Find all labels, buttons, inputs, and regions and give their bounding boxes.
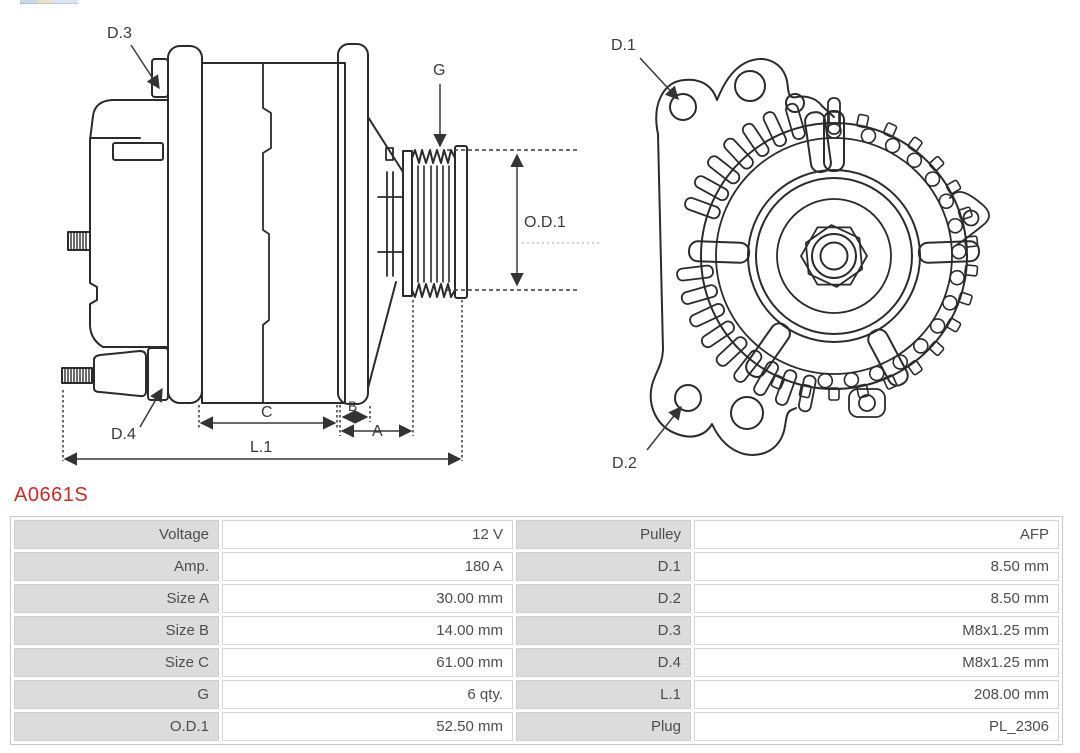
spec-value: 61.00 mm xyxy=(222,648,513,677)
label-c: C xyxy=(261,404,273,421)
spec-label: D.1 xyxy=(516,552,691,581)
spec-value: 52.50 mm xyxy=(222,712,513,741)
spec-label: Size A xyxy=(14,584,219,613)
label-d2: D.2 xyxy=(612,455,637,472)
label-a: A xyxy=(372,423,383,440)
spec-label: Size C xyxy=(14,648,219,677)
spec-value: 14.00 mm xyxy=(222,616,513,645)
spec-value: AFP xyxy=(694,520,1059,549)
spec-label: D.4 xyxy=(516,648,691,677)
spec-label: Voltage xyxy=(14,520,219,549)
spec-label: D.2 xyxy=(516,584,691,613)
label-od1: O.D.1 xyxy=(524,214,566,231)
spec-value: PL_2306 xyxy=(694,712,1059,741)
spec-label: L.1 xyxy=(516,680,691,709)
label-d3: D.3 xyxy=(107,25,132,42)
label-d4: D.4 xyxy=(111,426,136,443)
spec-label: Amp. xyxy=(14,552,219,581)
spec-label: Plug xyxy=(516,712,691,741)
spec-table xyxy=(10,516,1063,745)
spec-label: O.D.1 xyxy=(14,712,219,741)
spec-label: Pulley xyxy=(516,520,691,549)
spec-value: 6 qty. xyxy=(222,680,513,709)
label-g: G xyxy=(433,62,446,79)
spec-value: 180 A xyxy=(222,552,513,581)
spec-value: 208.00 mm xyxy=(694,680,1059,709)
spec-value: 12 V xyxy=(222,520,513,549)
side-view-drawing xyxy=(62,44,467,404)
label-b: B xyxy=(348,398,358,414)
side-view-dimensions xyxy=(63,45,600,461)
part-number: A0661S xyxy=(14,484,89,506)
spec-value: M8x1.25 mm xyxy=(694,616,1059,645)
label-d1: D.1 xyxy=(611,37,636,54)
spec-label: D.3 xyxy=(516,616,691,645)
label-l1: L.1 xyxy=(250,439,273,456)
spec-value: M8x1.25 mm xyxy=(694,648,1059,677)
front-view-drawing xyxy=(651,59,989,455)
spec-value: 8.50 mm xyxy=(694,552,1059,581)
spec-value: 30.00 mm xyxy=(222,584,513,613)
spec-label: Size B xyxy=(14,616,219,645)
spec-label: G xyxy=(14,680,219,709)
spec-value: 8.50 mm xyxy=(694,584,1059,613)
